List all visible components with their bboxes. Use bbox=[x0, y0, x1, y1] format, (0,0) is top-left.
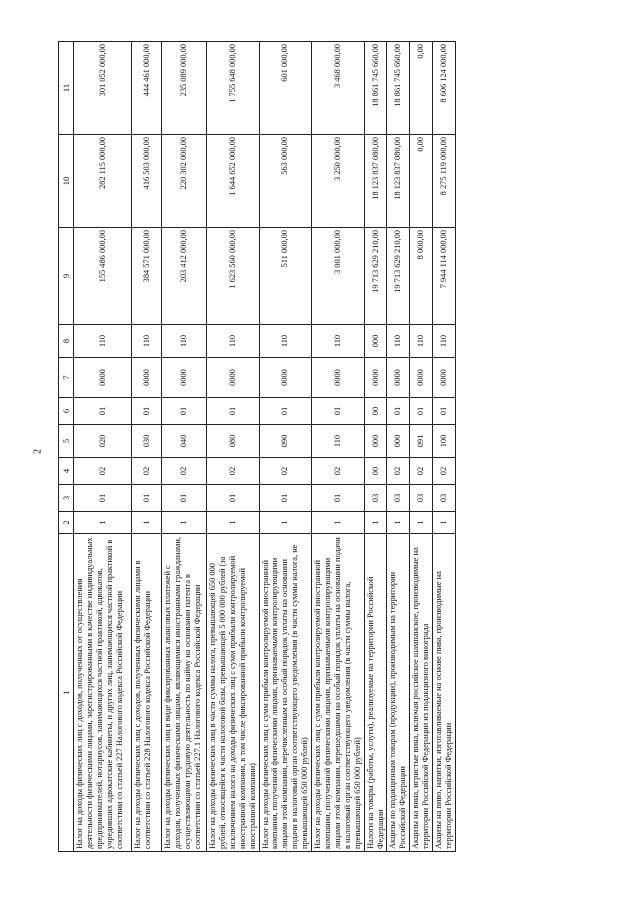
col-header: 7 bbox=[59, 358, 74, 398]
code-cell: 110 bbox=[387, 325, 410, 358]
table-row bbox=[74, 42, 132, 852]
code-cell: 02 bbox=[74, 458, 132, 485]
col-header: 9 bbox=[59, 228, 74, 325]
table-row bbox=[387, 42, 410, 852]
code-cell: 030 bbox=[132, 425, 162, 458]
page-number: 2 bbox=[32, 449, 44, 454]
code-cell: 110 bbox=[312, 425, 365, 458]
table-row bbox=[207, 42, 260, 852]
code-cell: 02 bbox=[162, 458, 207, 485]
code-cell: 000 bbox=[364, 325, 387, 358]
row-name: Налог на доходы физических лиц в виде фиксированных авансовых платежей с доходов, полученных физическими лицами, являющимися иностранными гражданами, осуществляющими трудовую деятельность по найму на основании патента в соответствии со статьей 227.1 Налогового кодекса Российской Федерации bbox=[162, 534, 207, 852]
amount-cell: 18 123 837 080,00 bbox=[364, 135, 387, 228]
code-cell: 01 bbox=[433, 398, 456, 425]
code-cell: 1 bbox=[259, 512, 312, 534]
amount-cell: 416 503 000,00 bbox=[132, 135, 162, 228]
code-cell: 110 bbox=[132, 325, 162, 358]
table-row bbox=[259, 42, 312, 852]
code-cell: 02 bbox=[433, 458, 456, 485]
code-cell: 0000 bbox=[433, 358, 456, 398]
amount-cell: 8 606 124 000,00 bbox=[433, 42, 456, 135]
budget-sheet bbox=[58, 42, 578, 852]
code-cell: 110 bbox=[162, 325, 207, 358]
col-header: 11 bbox=[59, 42, 74, 135]
table-row bbox=[364, 42, 387, 852]
col-header: 6 bbox=[59, 398, 74, 425]
amount-cell: 444 461 000,00 bbox=[132, 42, 162, 135]
code-cell: 0000 bbox=[410, 358, 433, 398]
code-cell: 03 bbox=[433, 485, 456, 512]
code-cell: 110 bbox=[207, 325, 260, 358]
row-name: Налог на доходы физических лиц с сумм прибыли контролируемой иностранной компании, полученной физическими лицами, признаваемыми контролирующими лицами этой компании, перечисленным на особый порядок уплаты на основании подачи в налоговый орган соответствующего уведомления (в части суммы налога, не превышающей 650 000 рублей) bbox=[259, 534, 312, 852]
code-cell: 090 bbox=[259, 425, 312, 458]
col-header: 10 bbox=[59, 135, 74, 228]
amount-cell: 7 944 114 000,00 bbox=[433, 228, 456, 325]
code-cell: 110 bbox=[410, 325, 433, 358]
code-cell: 01 bbox=[74, 398, 132, 425]
code-cell: 03 bbox=[364, 485, 387, 512]
row-name: Налог на доходы физических лиц с сумм прибыли контролируемой иностранной компании, полученной физическими лицами, признаваемыми контролирующими лицами этой компании, перешедшими на особый порядок уплаты на основании подачи в налоговый орган соответствующего уведомления (в части суммы налога, превышающей 650 000 рублей) bbox=[312, 534, 365, 852]
amount-cell: 155 486 000,00 bbox=[74, 228, 132, 325]
code-cell: 01 bbox=[162, 398, 207, 425]
row-name: Налог на доходы физических лиц в части суммы налога, превышающей 650 000 рублей, относящейся к части налоговой базы, превышающей 5 000 000 рублей (за исключением налога на доходы физических лиц с сумм прибыли контролируемой иностранной компании, в том числе фиксированной прибыли контролируемой иностранной компании) bbox=[207, 534, 260, 852]
amount-cell: 203 412 000,00 bbox=[162, 228, 207, 325]
amount-cell: 8 000,00 bbox=[410, 228, 433, 325]
amount-cell: 282 115 000,00 bbox=[74, 135, 132, 228]
code-cell: 01 bbox=[259, 485, 312, 512]
code-cell: 01 bbox=[207, 398, 260, 425]
code-cell: 02 bbox=[387, 458, 410, 485]
amount-cell: 511 000,00 bbox=[259, 228, 312, 325]
col-header: 3 bbox=[59, 485, 74, 512]
code-cell: 1 bbox=[410, 512, 433, 534]
amount-cell: 18 861 745 660,00 bbox=[387, 42, 410, 135]
code-cell: 00 bbox=[364, 458, 387, 485]
code-cell: 01 bbox=[312, 485, 365, 512]
col-header: 1 bbox=[59, 534, 74, 852]
amount-cell: 0,00 bbox=[410, 42, 433, 135]
amount-cell: 235 089 000,00 bbox=[162, 42, 207, 135]
amount-cell: 3 468 000,00 bbox=[312, 42, 365, 135]
code-cell: 01 bbox=[132, 485, 162, 512]
code-cell: 1 bbox=[207, 512, 260, 534]
code-cell: 02 bbox=[207, 458, 260, 485]
code-cell: 01 bbox=[207, 485, 260, 512]
code-cell: 0000 bbox=[207, 358, 260, 398]
code-cell: 00 bbox=[364, 398, 387, 425]
amount-cell: 18 861 745 660,00 bbox=[364, 42, 387, 135]
code-cell: 0000 bbox=[132, 358, 162, 398]
code-cell: 0000 bbox=[387, 358, 410, 398]
code-cell: 110 bbox=[312, 325, 365, 358]
code-cell: 01 bbox=[410, 398, 433, 425]
amount-cell: 19 713 629 210,00 bbox=[387, 228, 410, 325]
code-cell: 110 bbox=[433, 325, 456, 358]
table-row bbox=[433, 42, 456, 852]
code-cell: 000 bbox=[364, 425, 387, 458]
amount-cell: 301 052 000,00 bbox=[74, 42, 132, 135]
code-cell: 110 bbox=[259, 325, 312, 358]
table-row bbox=[132, 42, 162, 852]
row-name: Налог на доходы физических лиц с доходов, полученных от осуществления деятельности физическими лицами, зарегистрированными в качестве индивидуальных предпринимателей, нотариусов, занимающихся частной практикой, адвокатов, учредивших адвокатские кабинеты, и других лиц, занимающихся частной практикой в соответствии со статьей 227 Налогового кодекса Российской Федерации bbox=[74, 534, 132, 852]
col-header: 2 bbox=[59, 512, 74, 534]
code-cell: 01 bbox=[74, 485, 132, 512]
code-cell: 01 bbox=[162, 485, 207, 512]
amount-cell: 0,00 bbox=[410, 135, 433, 228]
amount-cell: 8 275 119 000,00 bbox=[433, 135, 456, 228]
col-header: 5 bbox=[59, 425, 74, 458]
code-cell: 01 bbox=[259, 398, 312, 425]
code-cell: 0000 bbox=[74, 358, 132, 398]
amount-cell: 3 250 000,00 bbox=[312, 135, 365, 228]
code-cell: 1 bbox=[387, 512, 410, 534]
code-cell: 1 bbox=[132, 512, 162, 534]
amount-cell: 563 000,00 bbox=[259, 135, 312, 228]
code-cell: 02 bbox=[259, 458, 312, 485]
table-row bbox=[312, 42, 365, 852]
code-cell: 02 bbox=[132, 458, 162, 485]
code-cell: 0000 bbox=[259, 358, 312, 398]
code-cell: 0000 bbox=[364, 358, 387, 398]
code-cell: 040 bbox=[162, 425, 207, 458]
code-cell: 01 bbox=[312, 398, 365, 425]
amount-cell: 220 302 000,00 bbox=[162, 135, 207, 228]
code-cell: 100 bbox=[433, 425, 456, 458]
col-header: 8 bbox=[59, 325, 74, 358]
code-cell: 0000 bbox=[312, 358, 365, 398]
code-cell: 110 bbox=[74, 325, 132, 358]
header-row bbox=[59, 42, 74, 852]
code-cell: 1 bbox=[433, 512, 456, 534]
revenue-table bbox=[58, 41, 456, 852]
row-name: Акцизы на вина, игристые вина, включая российское шампанское, производимые на территории Российской Федерации из подакцизного винограда bbox=[410, 534, 433, 852]
code-cell: 01 bbox=[387, 398, 410, 425]
code-cell: 02 bbox=[312, 458, 365, 485]
code-cell: 1 bbox=[74, 512, 132, 534]
code-cell: 01 bbox=[132, 398, 162, 425]
amount-cell: 601 000,00 bbox=[259, 42, 312, 135]
amount-cell: 384 571 000,00 bbox=[132, 228, 162, 325]
code-cell: 03 bbox=[410, 485, 433, 512]
row-name: Акцизы на пиво, напитки, изготавливаемые на основе пива, производимые на территории Российской Федерации bbox=[433, 534, 456, 852]
table-row bbox=[162, 42, 207, 852]
code-cell: 1 bbox=[364, 512, 387, 534]
row-name: Акцизы по подакцизным товарам (продукции), производимым на территории Российской Федерации bbox=[387, 534, 410, 852]
code-cell: 000 bbox=[387, 425, 410, 458]
amount-cell: 1 623 560 000,00 bbox=[207, 228, 260, 325]
row-name: Налог на доходы физических лиц с доходов, полученных физическими лицами в соответствии со статьей 228 Налогового кодекса Российской Федерации bbox=[132, 534, 162, 852]
code-cell: 0000 bbox=[162, 358, 207, 398]
amount-cell: 19 713 629 210,00 bbox=[364, 228, 387, 325]
amount-cell: 1 755 648 000,00 bbox=[207, 42, 260, 135]
code-cell: 020 bbox=[74, 425, 132, 458]
col-header: 4 bbox=[59, 458, 74, 485]
amount-cell: 3 001 000,00 bbox=[312, 228, 365, 325]
code-cell: 1 bbox=[312, 512, 365, 534]
row-name: Налоги на товары (работы, услуги), реализуемые на территории Российской Федерации bbox=[364, 534, 387, 852]
amount-cell: 1 644 652 000,00 bbox=[207, 135, 260, 228]
amount-cell: 18 123 837 080,00 bbox=[387, 135, 410, 228]
code-cell: 02 bbox=[410, 458, 433, 485]
code-cell: 1 bbox=[162, 512, 207, 534]
table-row bbox=[410, 42, 433, 852]
code-cell: 03 bbox=[387, 485, 410, 512]
code-cell: 091 bbox=[410, 425, 433, 458]
code-cell: 080 bbox=[207, 425, 260, 458]
